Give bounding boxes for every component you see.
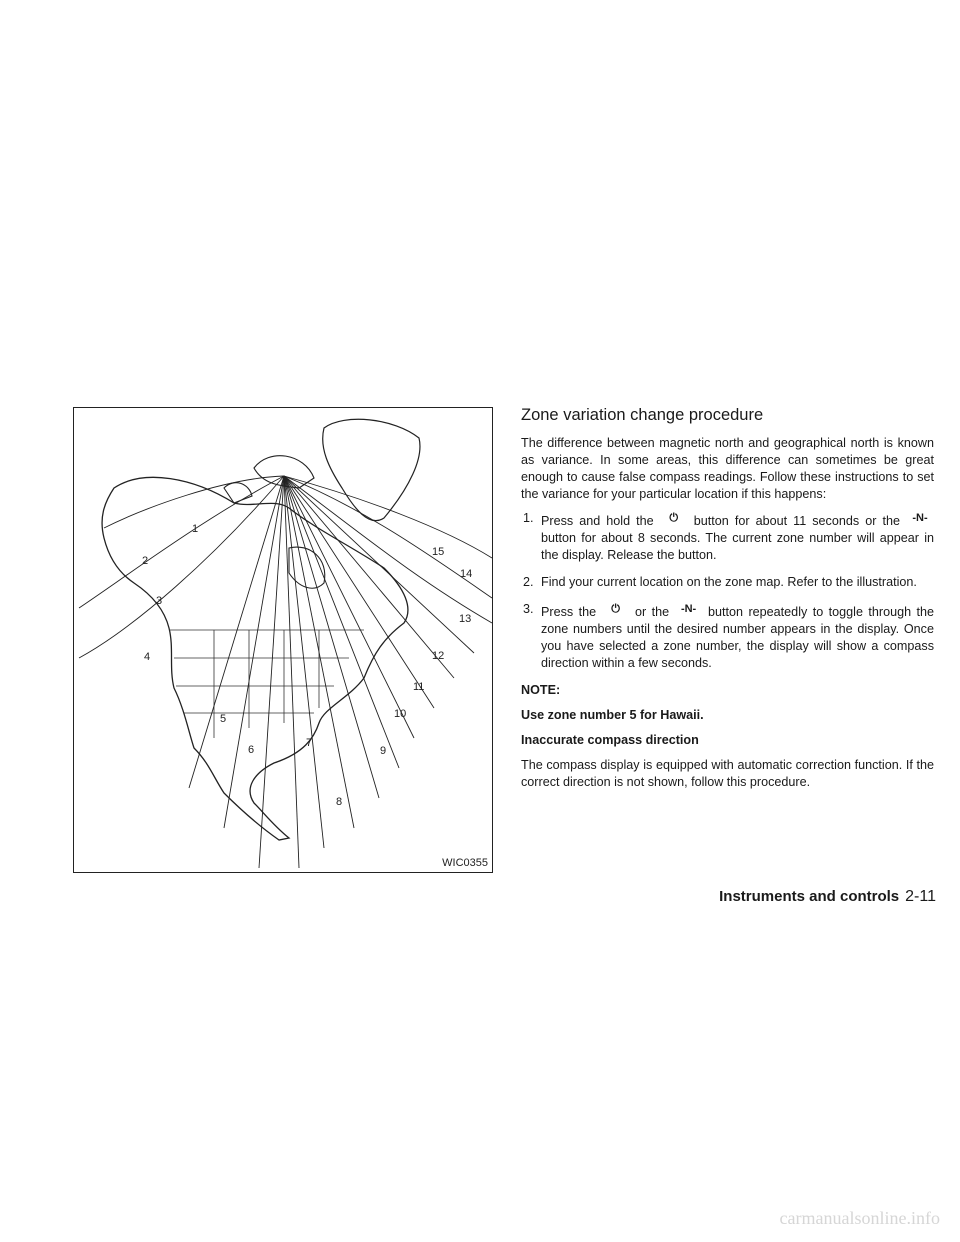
power-button-icon: ⏻ bbox=[669, 512, 679, 524]
zone-label-14: 14 bbox=[460, 568, 473, 580]
list-item bbox=[521, 510, 934, 564]
figure-id: WIC0355 bbox=[442, 857, 488, 869]
note-text: Use zone number 5 for Hawaii. bbox=[521, 708, 704, 722]
step-number: 3. bbox=[523, 602, 534, 616]
zone-label-15: 15 bbox=[432, 546, 445, 558]
step-text: Find your current location on the zone map. Refer to the illustration. bbox=[541, 575, 917, 589]
zone-label-8: 8 bbox=[336, 796, 343, 808]
steps-list bbox=[521, 510, 934, 672]
zone-label-2: 2 bbox=[142, 555, 149, 567]
zone-label-4: 4 bbox=[144, 651, 151, 663]
zone-label-5: 5 bbox=[220, 713, 227, 725]
page-footer bbox=[700, 888, 936, 906]
zone-map-illustration bbox=[74, 408, 494, 874]
zone-isogonic-lines bbox=[79, 476, 492, 868]
zone-label-6: 6 bbox=[248, 744, 255, 756]
zone-label-11: 11 bbox=[413, 681, 425, 693]
footer-section-name: Instruments and controls bbox=[719, 888, 900, 905]
zone-label-7: 7 bbox=[306, 737, 313, 749]
step-text: button repeatedly to toggle through the zone numbers until the desired number appears in the display. Once you have selected a zone number, the display will show a compass direction within a few seconds. bbox=[541, 605, 935, 670]
subheading: Inaccurate compass direction bbox=[521, 733, 699, 747]
power-button-icon: ⏻ bbox=[611, 603, 620, 615]
list-item bbox=[521, 601, 934, 672]
greenland-outline bbox=[323, 419, 420, 520]
step-text: button for about 11 seconds or the bbox=[693, 514, 900, 528]
step-text: or the bbox=[635, 605, 670, 619]
zone-label-1: 1 bbox=[192, 523, 199, 535]
zone-map-figure bbox=[73, 407, 493, 873]
zone-label-13: 13 bbox=[459, 613, 472, 625]
text-column bbox=[521, 404, 934, 798]
watermark: carmanualsonline.info bbox=[779, 1208, 940, 1228]
compass-button-icon: -N- bbox=[912, 512, 928, 524]
page-number: 2-11 bbox=[905, 888, 936, 905]
zone-label-9: 9 bbox=[380, 745, 387, 757]
step-text: button for about 8 seconds. The current zone number will appear in the display. Release the button. bbox=[541, 531, 934, 562]
step-number: 1. bbox=[523, 511, 534, 525]
outro-paragraph: The compass display is equipped with automatic correction function. If the correct direction is not shown, follow this procedure. bbox=[521, 758, 934, 789]
compass-button-icon: -N- bbox=[680, 603, 697, 615]
zone-label-10: 10 bbox=[394, 708, 407, 720]
note-heading: NOTE: bbox=[521, 683, 561, 697]
zone-label-12: 12 bbox=[432, 650, 445, 662]
step-number: 2. bbox=[523, 575, 534, 589]
intro-paragraph: The difference between magnetic north and geographical north is known as variance. In some areas, this difference can sometimes be great enough to cause false compass readings. Follow these instructions to set the variance for your particular location if this happens: bbox=[521, 436, 934, 501]
section-title: Zone variation change procedure bbox=[521, 406, 764, 424]
state-borders bbox=[169, 630, 364, 738]
list-item bbox=[521, 574, 934, 591]
step-text: Press and hold the bbox=[541, 514, 654, 528]
step-text: Press the bbox=[541, 605, 597, 619]
zone-label-3: 3 bbox=[156, 595, 163, 607]
